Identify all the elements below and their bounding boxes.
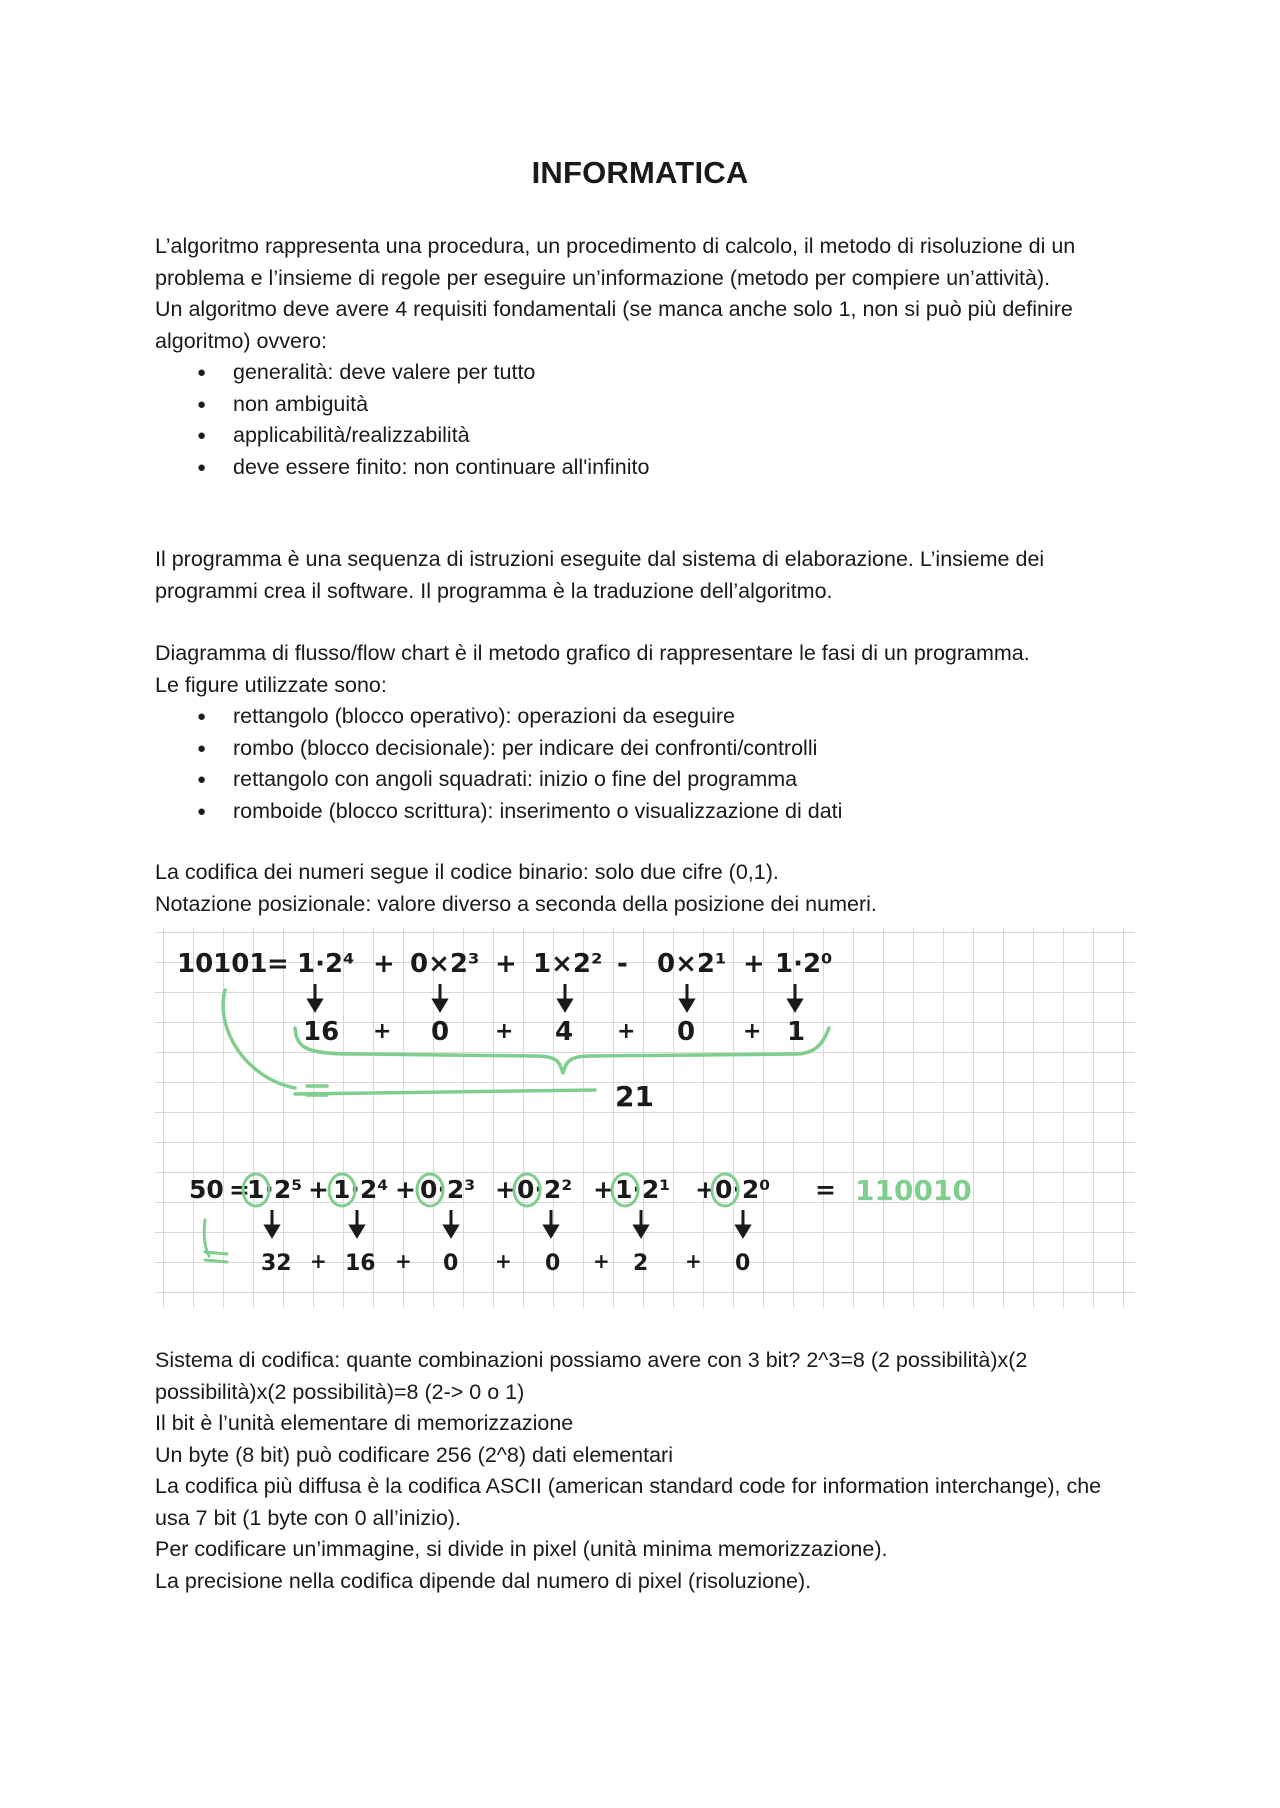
ex1-value: 1 <box>787 1017 806 1047</box>
requisiti-list <box>155 357 1135 483</box>
sistema-line: Il bit è l’unità elementare di memorizzazione <box>155 1411 574 1435</box>
ex1-value-op: + <box>495 1019 514 1044</box>
ex1-arrows <box>309 984 801 1010</box>
sistema-line: Un byte (8 bit) può codificare 256 (2^8) dati elementari <box>155 1442 673 1467</box>
ex2-term: 1·2¹ <box>615 1175 671 1204</box>
diagramma-intro: Diagramma di flusso/flow chart è il metodo grafico di rappresentare le fasi di un programma. <box>155 641 1030 665</box>
arrow-down-icon <box>635 1210 647 1236</box>
arrow-down-icon <box>434 984 446 1010</box>
ex2-term: 0·2⁰ <box>715 1175 771 1204</box>
green-curve-icon <box>223 990 295 1088</box>
ex1-value-op: + <box>743 1019 762 1044</box>
sistema-line: Per codificare un’immagine, si divide in pixel (unità minima memorizzazione). <box>155 1537 888 1561</box>
page-title: INFORMATICA <box>531 155 749 190</box>
ex2-value: 0 <box>443 1251 459 1276</box>
ex2-value-op: + <box>685 1249 702 1273</box>
ex1-term: 1·2⁴ <box>297 949 355 979</box>
requisiti-intro: Un algoritmo deve avere 4 requisiti fondamentali (se manca anche solo 1, non si può più definire algoritmo) ovvero: <box>155 297 1073 353</box>
ex2-term: 1·2⁴ <box>333 1175 389 1204</box>
arrow-down-icon <box>737 1210 749 1236</box>
list-item: ● deve essere finito: non continuare all'infinito <box>155 452 1135 484</box>
ex2-value-op: + <box>395 1249 412 1273</box>
handwritten-binary-figure <box>155 928 1135 1308</box>
list-item: ● romboide (blocco scrittura): inserimento o visualizzazione di dati <box>155 796 1135 828</box>
list-item: ● rettangolo con angoli squadrati: inizio o fine del programma <box>155 764 1135 796</box>
ex1-value: 16 <box>303 1017 340 1047</box>
ex1-value: 4 <box>555 1017 574 1047</box>
sistema-line: Sistema di codifica: quante combinazioni possiamo avere con 3 bit? 2^3=8 (2 possibilità)x(2 possibilità)x(2 possibilità)=8 (2-> 0 o 1) <box>155 1348 1028 1404</box>
ex2-value: 32 <box>261 1251 292 1276</box>
ex1-term: 0×2¹ <box>657 949 727 979</box>
arrow-down-icon <box>559 984 571 1010</box>
section-algoritmo <box>155 231 1135 483</box>
ex1-term: 0×2³ <box>410 949 480 979</box>
algoritmo-intro: L’algoritmo rappresenta una procedura, un procedimento di calcolo, il metodo di risoluzione di un problema e l’insieme di regole per eseguire un’informazione (metodo per compiere un’attività). <box>155 234 1076 290</box>
arrow-down-icon <box>266 1210 278 1236</box>
section-diagramma <box>155 638 1135 827</box>
list-item: ● non ambiguità <box>155 389 1135 421</box>
ex1-result: 21 <box>615 1080 654 1113</box>
list-item: ● rettangolo (blocco operativo): operazioni da eseguire <box>155 701 1135 733</box>
ex2-result-equals: = <box>815 1175 836 1204</box>
ex1-op: + <box>373 949 395 979</box>
codifica-line2: Notazione posizionale: valore diverso a seconda della posizione dei numeri. <box>155 891 877 916</box>
figure-intro: Le figure utilizzate sono: <box>155 672 387 697</box>
ex2-value: 0 <box>735 1251 751 1276</box>
ex2-term: 1·2⁵ <box>247 1175 303 1204</box>
ex2-value: 0 <box>545 1251 561 1276</box>
ex1-term: 1×2² <box>533 949 603 979</box>
section-codifica <box>155 857 1135 920</box>
ex1-value: 0 <box>431 1017 450 1047</box>
ex2-op: + <box>695 1175 716 1204</box>
handwritten-svg <box>155 928 1135 1308</box>
ex2-op: + <box>308 1175 329 1204</box>
arrow-down-icon <box>351 1210 363 1236</box>
ex1-value: 0 <box>677 1017 696 1047</box>
sistema-line: La codifica più diffusa è la codifica ASCII (american standard code for information interchange), che usa 7 bit (1 byte con 0 all’inizio). <box>155 1474 1102 1530</box>
list-item: ● generalità: deve valere per tutto <box>155 357 1135 389</box>
list-item: ● applicabilità/realizzabilità <box>155 420 1135 452</box>
ex2-value-op: + <box>593 1249 610 1273</box>
ex1-op: + <box>495 949 517 979</box>
programma-text: Il programma è una sequenza di istruzioni eseguite dal sistema di elaborazione. L’insieme dei programmi crea il software. Il programma è la traduzione dell’algoritmo. <box>155 547 1045 603</box>
ex1-value-op: + <box>373 1019 392 1044</box>
list-item: ● rombo (blocco decisionale): per indicare dei confronti/controlli <box>155 733 1135 765</box>
sistema-line: La precisione nella codifica dipende dal numero di pixel (risoluzione). <box>155 1568 812 1593</box>
section-sistema-codifica <box>155 1345 1135 1597</box>
ex2-equals: = <box>229 1175 250 1204</box>
ex1-number: 10101 <box>177 949 268 979</box>
ex1-term: 1·2⁰ <box>775 949 833 979</box>
ex2-term: 0·2² <box>517 1175 573 1204</box>
ex2-op: + <box>395 1175 416 1204</box>
arrow-down-icon <box>545 1210 557 1236</box>
ex2-value-op: + <box>495 1249 512 1273</box>
codifica-line1: La codifica dei numeri segue il codice binario: solo due cifre (0,1). <box>155 860 779 884</box>
ex2-value: 16 <box>345 1251 376 1276</box>
ex2-number: 50 <box>189 1175 224 1204</box>
ex1-equals: = <box>267 949 289 979</box>
ex2-value: 2 <box>633 1251 649 1276</box>
figure-list <box>155 701 1135 827</box>
ex2-term: 0·2³ <box>420 1175 476 1204</box>
ex1-op: - <box>617 949 628 979</box>
ex2-value-op: + <box>310 1249 327 1273</box>
example-1 <box>177 949 832 1113</box>
ex2-result: 110010 <box>855 1174 972 1207</box>
ex2-arrows <box>266 1210 749 1236</box>
arrow-down-icon <box>445 1210 457 1236</box>
ex1-value-op: + <box>617 1019 636 1044</box>
ex2-op: + <box>593 1175 614 1204</box>
ex2-op: + <box>495 1175 516 1204</box>
arrow-down-icon <box>309 984 321 1010</box>
arrow-down-icon <box>789 984 801 1010</box>
arrow-down-icon <box>681 984 693 1010</box>
ex1-op: + <box>743 949 765 979</box>
section-programma <box>155 544 1135 607</box>
